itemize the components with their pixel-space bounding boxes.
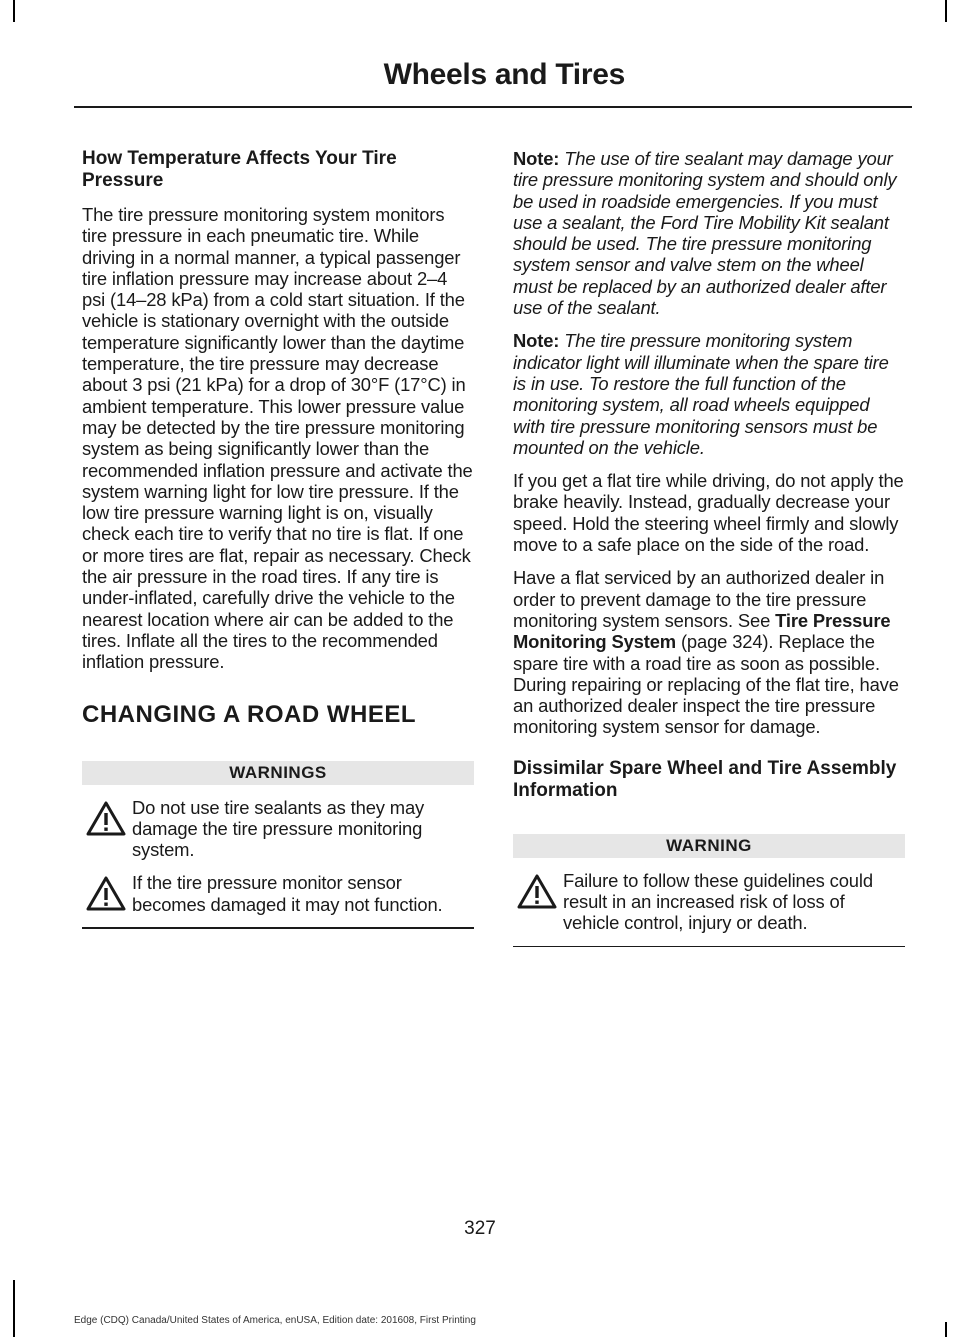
crop-mark-top-left	[13, 0, 15, 22]
warnings-bottom-rule	[82, 927, 474, 929]
crop-mark-top-right	[945, 0, 947, 22]
warning-triangle-icon	[86, 801, 126, 837]
temperature-paragraph: The tire pressure monitoring system monitors tire pressure in each pneumatic tire. While driving in a normal manner, a typical passenger tire inflation pressure may increase about 2–4 psi (14–28 kPa) from a cold start situation. If the vehicle is stationary overnight with the outside temperature significantly lower than the daytime temperature, the tire pressure may decrease about 3 psi (21 kPa) for a drop of 30°F (17°C) in ambient temperature. This lower pressure value may be detected by the tire pressure monitoring system as being significantly lower than the recommended inflation pressure and activate the system warning light for low tire pressure. If the low tire pressure warning light is on, visually check each tire to verify that no tire is flat. If one or more tires are flat, repair as necessary. Check the air pressure in the road tires. If any tire is under-inflated, carefully drive the vehicle to the nearest location where air can be added to the tires. Inflate all the tires to the recommended inflation pressure.	[82, 204, 473, 673]
chapter-heading-changing-road-wheel: CHANGING A ROAD WHEEL	[82, 700, 417, 728]
crop-mark-bottom-left	[13, 1280, 15, 1337]
note-spare-indicator	[513, 330, 905, 458]
flat-tire-paragraph: If you get a flat tire while driving, do not apply the brake heavily. Instead, gradually decrease your speed. Hold the steering wheel firmly and slowly move to a safe place on the side of the road.	[513, 470, 904, 556]
page-header-title: Wheels and Tires	[383, 58, 625, 91]
service-text-start: Have a flat serviced by an authorized dealer in order to prevent damage to the tire pressure monitoring system sensors. See	[513, 567, 885, 631]
note-label: Note:	[513, 330, 560, 352]
warning-header: WARNING	[513, 834, 905, 858]
warning-text: If the tire pressure monitor sensor becomes damaged it may not function.	[132, 872, 443, 915]
right-column	[513, 148, 905, 947]
note-text: The use of tire sealant may damage your tire pressure monitoring system and should only be used in roadside emergencies. If you must use a sealant, the Ford Tire Mobility Kit sealant should be used. The tire pressure monitoring system sensor and valve stem on the wheel must be replaced by an authorized dealer after use of the sealant.	[513, 148, 897, 319]
page-number: 327	[464, 1218, 496, 1239]
warnings-box	[82, 761, 474, 929]
section-heading-dissimilar-spare: Dissimilar Spare Wheel and Tire Assembly Information	[513, 757, 897, 801]
note-sealant	[513, 148, 905, 318]
service-text-end: (page 324). Replace the spare tire with a road tire as soon as possible. During repairing or replacing of the flat tire, have an authorized dealer inspect the tire pressure monitoring system sensor for damage.	[513, 631, 899, 738]
tpms-cross-reference-link[interactable]: Tire Pressure Monitoring System	[513, 609, 891, 653]
warning-triangle-icon	[517, 874, 557, 910]
warning-item	[82, 872, 474, 915]
crop-mark-bottom-right	[945, 1322, 947, 1337]
note-label: Note:	[513, 148, 560, 169]
note-text: The tire pressure monitoring system indicator light will illuminate when the spare tire is in use. To restore the full function of the monitoring system, all road wheels equipped with tire pressure monitoring sensors must be mounted on the vehicle.	[513, 330, 889, 458]
warning-text: Do not use tire sealants as they may damage the tire pressure monitoring system.	[132, 796, 425, 861]
left-column	[82, 148, 474, 929]
service-paragraph	[513, 567, 905, 737]
warning-text: Failure to follow these guidelines could result in an increased risk of loss of vehicle control, injury or death.	[563, 869, 873, 934]
footer-edition-text: Edge (CDQ) Canada/United States of America, enUSA, Edition date: 201608, First Printing	[74, 1315, 476, 1326]
warning-item	[82, 797, 474, 861]
warning-item	[513, 870, 905, 934]
header-rule	[74, 106, 912, 108]
warning-bottom-rule	[513, 946, 905, 948]
warning-triangle-icon	[86, 876, 126, 912]
warnings-header: WARNINGS	[82, 761, 474, 785]
warning-box	[513, 834, 905, 947]
section-heading-temperature: How Temperature Affects Your Tire Pressure	[82, 148, 397, 191]
